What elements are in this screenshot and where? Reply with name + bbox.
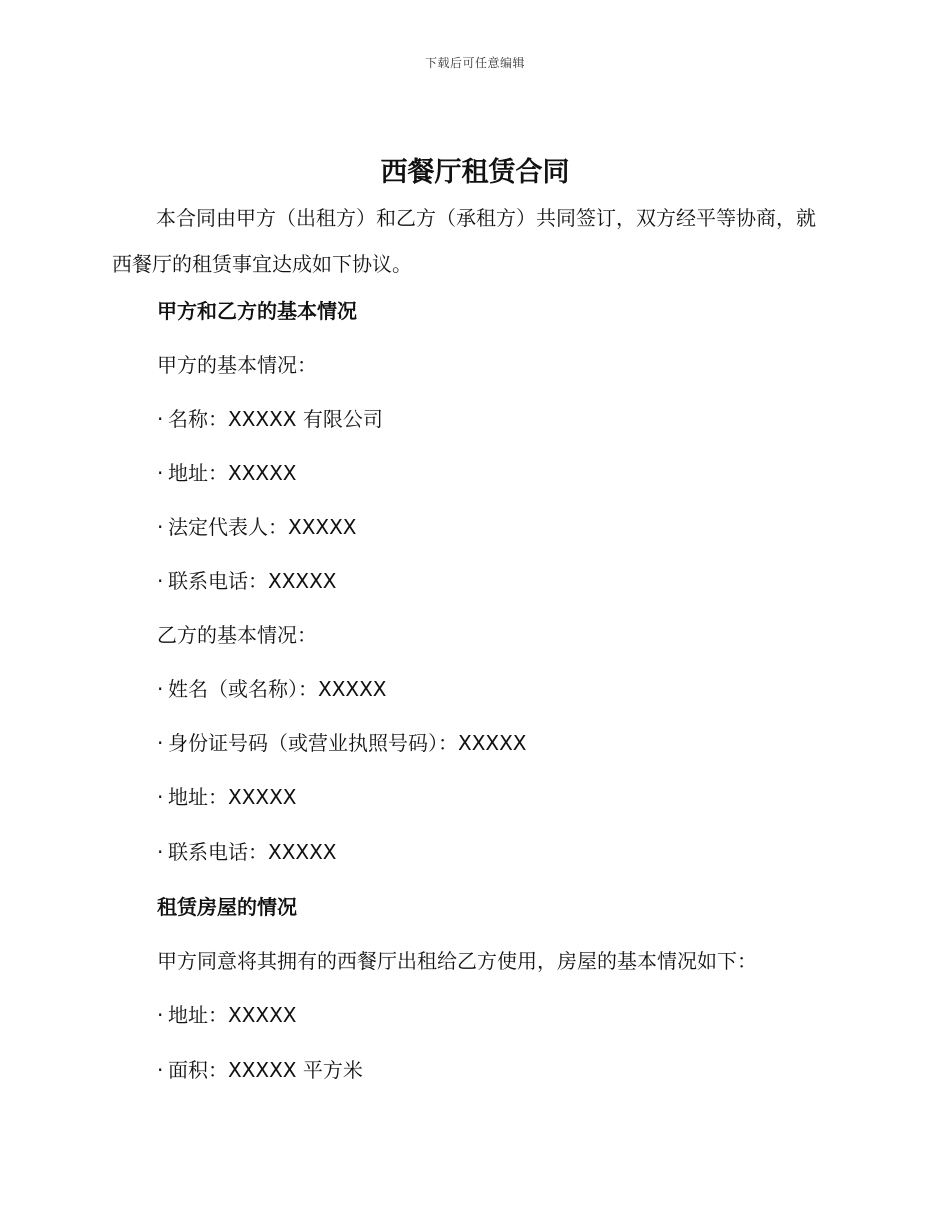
list-item-text: 姓名（或名称）：XXXXX xyxy=(168,677,387,701)
list-item-text: 地址：XXXXX xyxy=(168,1003,297,1027)
document-title: 西餐厅租赁合同 xyxy=(380,157,570,188)
intro-paragraph: 本合同由甲方（出租方）和乙方（承租方）共同签订，双方经平等协商，就西餐厅的租赁事宜达成如下协议。 xyxy=(112,206,816,276)
party-a-label: 甲方的基本情况： xyxy=(157,353,317,377)
list-item-text: 联系电话：XXXXX xyxy=(168,569,337,593)
list-item xyxy=(157,512,357,542)
list-item xyxy=(157,837,337,867)
list-item xyxy=(157,782,297,812)
list-item xyxy=(157,1055,363,1085)
bullet-icon: · xyxy=(157,1058,164,1082)
list-item xyxy=(157,404,383,434)
list-item-text: 名称：XXXXX 有限公司 xyxy=(168,407,383,431)
bullet-icon: · xyxy=(157,407,164,431)
bullet-icon: · xyxy=(157,785,164,809)
bullet-icon: · xyxy=(157,569,164,593)
list-item xyxy=(157,566,337,596)
section-heading-parties: 甲方和乙方的基本情况 xyxy=(157,299,357,323)
list-item-text: 面积：XXXXX 平方米 xyxy=(168,1058,363,1082)
section-heading-premises: 租赁房屋的情况 xyxy=(157,895,297,919)
list-item-text: 地址：XXXXX xyxy=(168,461,297,485)
bullet-icon: · xyxy=(157,731,164,755)
list-item-text: 法定代表人：XXXXX xyxy=(168,515,357,539)
premises-description: 甲方同意将其拥有的西餐厅出租给乙方使用，房屋的基本情况如下： xyxy=(157,949,757,973)
list-item-text: 身份证号码（或营业执照号码）：XXXXX xyxy=(168,731,527,755)
list-item xyxy=(157,674,387,704)
party-b-label: 乙方的基本情况： xyxy=(157,623,317,647)
bullet-icon: · xyxy=(157,1003,164,1027)
list-item xyxy=(157,728,527,758)
bullet-icon: · xyxy=(157,677,164,701)
list-item xyxy=(157,1000,297,1030)
bullet-icon: · xyxy=(157,515,164,539)
list-item xyxy=(157,458,297,488)
header-note: 下载后可任意编辑 xyxy=(424,56,525,70)
bullet-icon: · xyxy=(157,461,164,485)
bullet-icon: · xyxy=(157,840,164,864)
list-item-text: 地址：XXXXX xyxy=(168,785,297,809)
list-item-text: 联系电话：XXXXX xyxy=(168,840,337,864)
